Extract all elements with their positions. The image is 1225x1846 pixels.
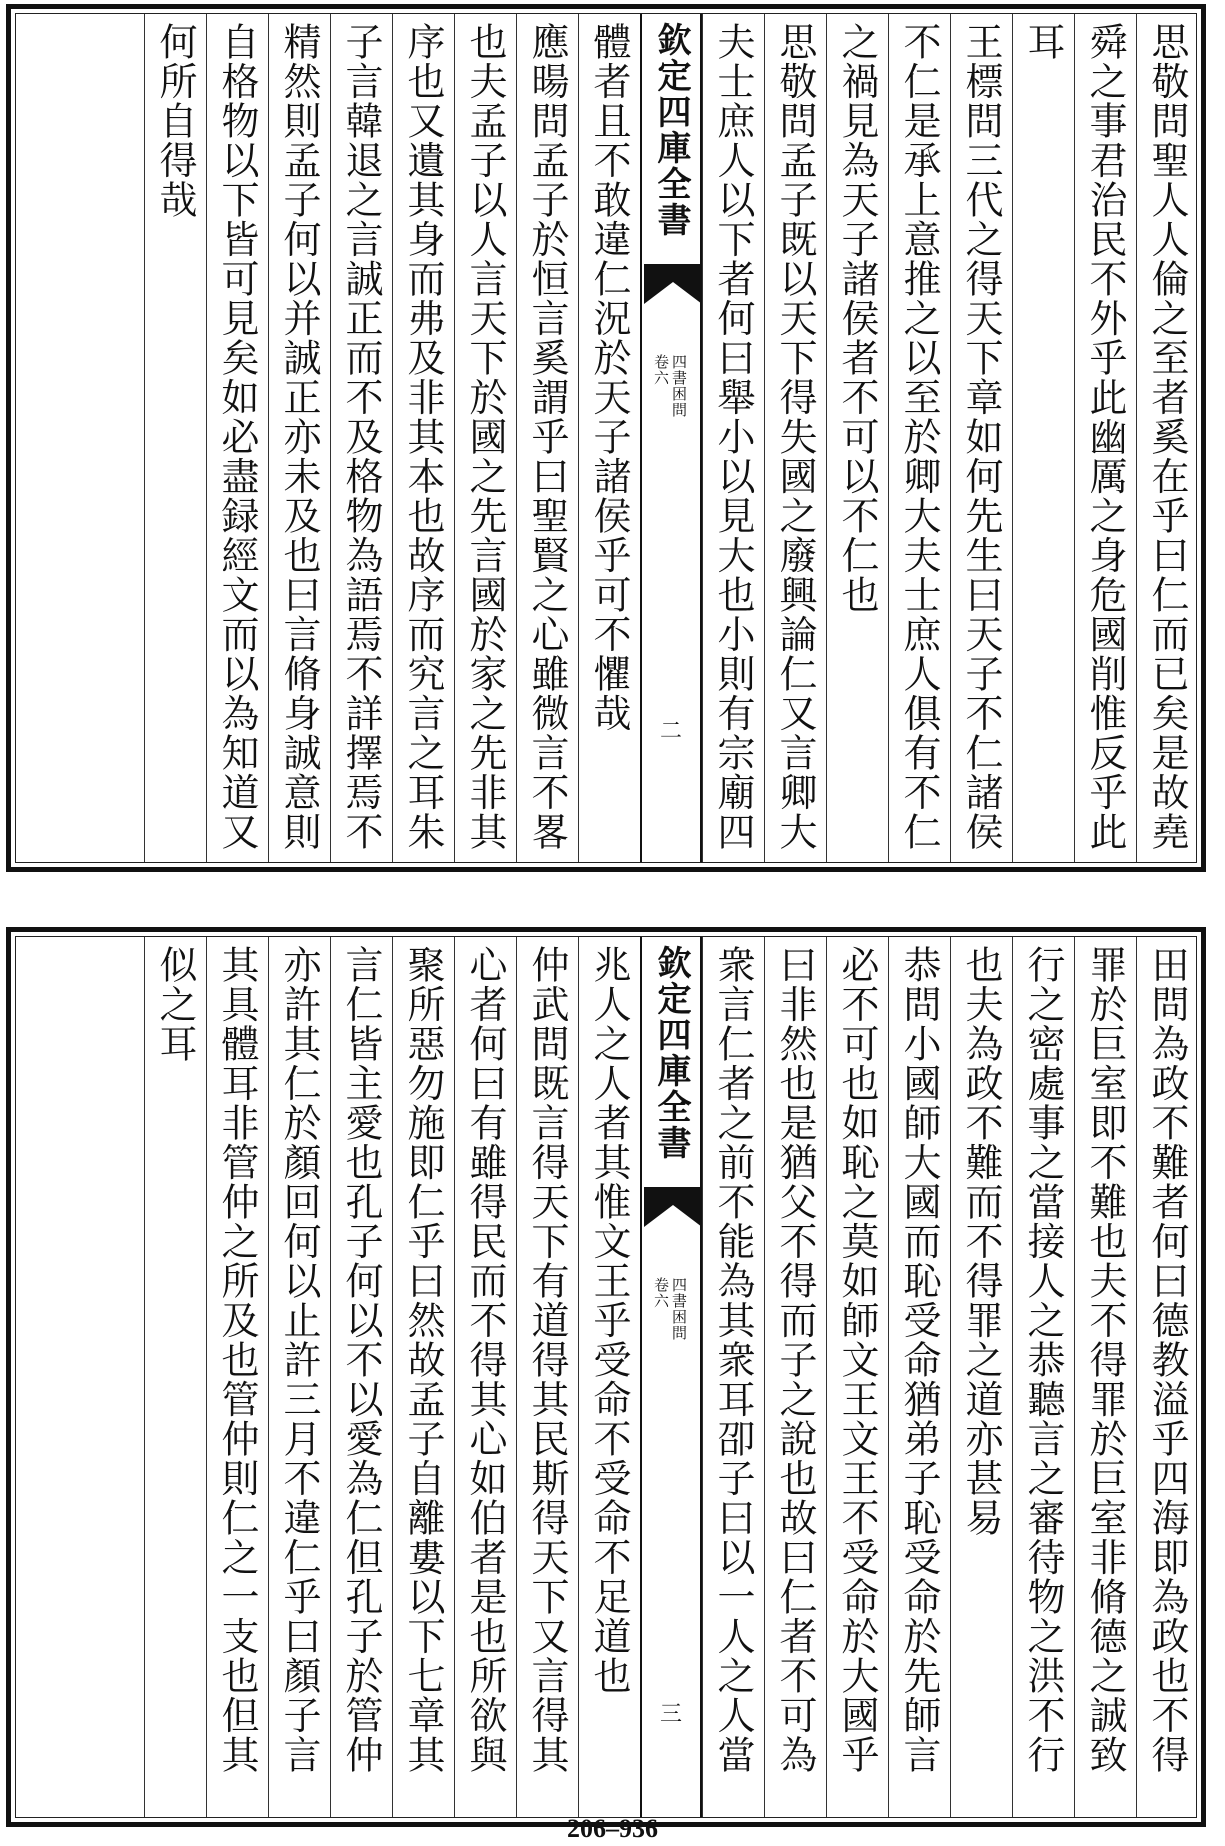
page-footer-number: 206–936 xyxy=(567,1814,658,1843)
text-column: 似之耳 xyxy=(144,937,206,1817)
text-column: 其具體耳非管仲之所及也管仲則仁之一支也但其 xyxy=(206,937,268,1817)
text-column: 言仁皆主愛也孔子何以不以愛為仁但孔子於管仲 xyxy=(330,937,392,1817)
gutter-title: 欽定四庫全書 xyxy=(651,945,691,1161)
gutter-book-title: 四書困問 xyxy=(670,354,688,418)
text-column: 舜之事君治民不外乎此幽厲之身危國削惟反乎此 xyxy=(1074,14,1136,862)
text-column: 必不可也如恥之莫如師文王文王不受命於大國乎 xyxy=(826,937,888,1817)
text-column: 罪於巨室即不難也夫不得罪於巨室非脩德之誠致 xyxy=(1074,937,1136,1817)
page-frame xyxy=(15,13,1197,863)
gutter-volume: 卷六 xyxy=(652,1277,670,1309)
text-column: 曰非然也是猶父不得而子之說也故曰仁者不可為 xyxy=(764,937,826,1817)
text-column: 應暘問孟子於恒言奚謂乎曰聖賢之心雖微言不畧 xyxy=(516,14,578,862)
text-column: 子言韓退之言誠正而不及格物為語焉不詳擇焉不 xyxy=(330,14,392,862)
text-column: 之禍見為天子諸侯者不可以不仁也 xyxy=(826,14,888,862)
center-gutter xyxy=(640,14,702,862)
text-column: 思敬問孟子既以天下得失國之廢興論仁又言卿大 xyxy=(764,14,826,862)
text-column: 衆言仁者之前不能為其衆耳卲子曰以一人之人當 xyxy=(702,937,764,1817)
gutter-volume: 卷六 xyxy=(652,354,670,386)
text-column: 何所自得哉 xyxy=(144,14,206,862)
gutter-book-title: 四書困問 xyxy=(670,1277,688,1341)
center-gutter xyxy=(640,937,702,1817)
text-column: 不仁是承上意推之以至於卿大夫士庶人俱有不仁 xyxy=(888,14,950,862)
fish-tail-mark-icon xyxy=(644,264,702,304)
text-column: 仲武問既言得天下有道得其民斯得天下又言得其 xyxy=(516,937,578,1817)
text-column: 自格物以下皆可見矣如必盡録經文而以為知道又 xyxy=(206,14,268,862)
text-column: 亦許其仁於顏回何以止許三月不違仁乎曰顏子言 xyxy=(268,937,330,1817)
text-column: 體者且不敢違仁況於天子諸侯乎可不懼哉 xyxy=(578,14,640,862)
text-column: 序也又遺其身而弗及非其本也故序而究言之耳朱 xyxy=(392,14,454,862)
text-column: 精然則孟子何以并誠正亦未及也曰言脩身誠意則 xyxy=(268,14,330,862)
text-column: 耳 xyxy=(1012,14,1074,862)
text-column: 心者何曰有雖得民而不得其心如伯者是也所欲與 xyxy=(454,937,516,1817)
text-column: 也夫為政不難而不得罪之道亦甚易 xyxy=(950,937,1012,1817)
page-top xyxy=(6,4,1206,872)
text-column: 夫士庶人以下者何曰舉小以見大也小則有宗廟四 xyxy=(702,14,764,862)
text-column: 王標問三代之得天下章如何先生曰天子不仁諸侯 xyxy=(950,14,1012,862)
text-column: 聚所惡勿施即仁乎曰然故孟子自離婁以下七章其 xyxy=(392,937,454,1817)
gutter-title: 欽定四庫全書 xyxy=(651,22,691,238)
gutter-page-number: 二 xyxy=(659,719,682,744)
page-bottom xyxy=(6,927,1206,1827)
text-column: 田問為政不難者何曰德教溢乎四海即為政也不得 xyxy=(1136,937,1198,1817)
fish-tail-mark-icon xyxy=(644,1187,702,1227)
text-column: 恭問小國師大國而恥受命猶弟子恥受命於先師言 xyxy=(888,937,950,1817)
text-column: 兆人之人者其惟文王乎受命不受命不足道也 xyxy=(578,937,640,1817)
text-column: 也夫孟子以人言天下於國之先言國於家之先非其 xyxy=(454,14,516,862)
gutter-page-number: 三 xyxy=(659,1702,682,1727)
text-column: 思敬問聖人人倫之至者奚在乎曰仁而已矣是故堯 xyxy=(1136,14,1198,862)
page-frame xyxy=(15,936,1197,1818)
text-column: 行之密處事之當接人之恭聽言之審待物之洪不行 xyxy=(1012,937,1074,1817)
